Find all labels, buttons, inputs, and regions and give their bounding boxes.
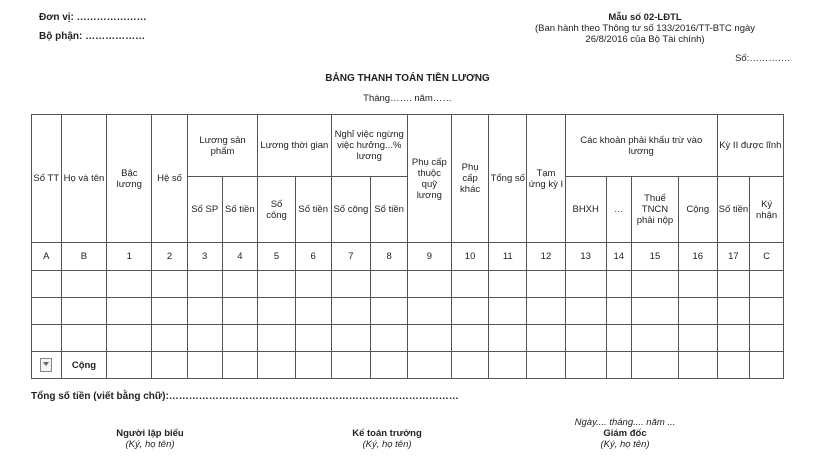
blank-cell[interactable] bbox=[451, 271, 489, 298]
col-luong-san-pham: Lương sản phẩm bbox=[187, 115, 257, 177]
blank-cell[interactable] bbox=[61, 271, 107, 298]
dropdown-icon[interactable] bbox=[40, 358, 52, 372]
col-so-tien-ky-ii: Số tiền bbox=[717, 177, 750, 243]
col-ho-ten: Họ và tên bbox=[61, 115, 107, 243]
form-issued-line-2: 26/8/2016 của Bộ Tài chính) bbox=[585, 34, 705, 45]
index-cell: 9 bbox=[407, 243, 451, 271]
index-cell: 17 bbox=[717, 243, 750, 271]
index-cell: 14 bbox=[606, 243, 631, 271]
blank-cell[interactable] bbox=[632, 271, 679, 298]
blank-cell[interactable] bbox=[750, 352, 784, 379]
blank-cell[interactable] bbox=[678, 352, 717, 379]
blank-cell[interactable] bbox=[222, 298, 258, 325]
blank-cell[interactable] bbox=[527, 325, 566, 352]
blank-cell[interactable] bbox=[527, 298, 566, 325]
blank-cell[interactable] bbox=[527, 352, 566, 379]
index-cell: 12 bbox=[527, 243, 566, 271]
index-cell: 15 bbox=[632, 243, 679, 271]
blank-cell[interactable] bbox=[632, 352, 679, 379]
blank-cell[interactable] bbox=[258, 298, 296, 325]
blank-cell[interactable] bbox=[489, 271, 527, 298]
col-tam-ung: Tạm ứng kỳ I bbox=[527, 115, 566, 243]
blank-cell[interactable] bbox=[187, 352, 222, 379]
blank-cell[interactable] bbox=[32, 325, 62, 352]
payroll-table bbox=[31, 114, 784, 379]
col-khau-tru: Các khoản phải khấu trừ vào lương bbox=[565, 115, 717, 177]
col-so-cong-tg: Số công bbox=[258, 177, 296, 243]
blank-cell[interactable] bbox=[107, 325, 152, 352]
blank-cell[interactable] bbox=[32, 271, 62, 298]
blank-cell[interactable] bbox=[407, 352, 451, 379]
blank-cell[interactable] bbox=[527, 271, 566, 298]
blank-cell[interactable] bbox=[750, 271, 784, 298]
col-so-sp: Số SP bbox=[187, 177, 222, 243]
col-cong-khau-tru: Cộng bbox=[678, 177, 717, 243]
sign-note: (Ký, họ tên) bbox=[362, 439, 412, 450]
bo-phan-label: Bộ phận: ……………… bbox=[39, 31, 146, 42]
blank-cell[interactable] bbox=[565, 325, 606, 352]
director-title: Giám đốc bbox=[603, 428, 647, 439]
blank-cell[interactable] bbox=[371, 298, 408, 325]
blank-cell[interactable] bbox=[606, 298, 631, 325]
blank-cell[interactable] bbox=[222, 352, 258, 379]
blank-cell[interactable] bbox=[750, 325, 784, 352]
blank-cell[interactable] bbox=[331, 325, 371, 352]
col-ky-ii: Kỳ II được lĩnh bbox=[717, 115, 783, 177]
blank-cell[interactable] bbox=[451, 352, 489, 379]
signature-preparer bbox=[60, 428, 240, 450]
blank-cell[interactable] bbox=[295, 298, 331, 325]
blank-cell[interactable] bbox=[152, 325, 188, 352]
sign-note: (Ký, họ tên) bbox=[125, 439, 175, 450]
blank-cell[interactable] bbox=[632, 325, 679, 352]
blank-cell[interactable] bbox=[331, 298, 371, 325]
blank-cell[interactable] bbox=[407, 325, 451, 352]
blank-cell[interactable] bbox=[632, 298, 679, 325]
col-luong-thoi-gian: Lương thời gian bbox=[258, 115, 331, 177]
index-cell: 10 bbox=[451, 243, 489, 271]
blank-cell[interactable] bbox=[222, 325, 258, 352]
total-row bbox=[32, 352, 784, 379]
blank-cell[interactable] bbox=[606, 352, 631, 379]
header-row-1 bbox=[32, 115, 784, 177]
index-cell: 3 bbox=[187, 243, 222, 271]
index-cell: 7 bbox=[331, 243, 371, 271]
index-cell: 2 bbox=[152, 243, 188, 271]
index-cell: 1 bbox=[107, 243, 152, 271]
index-row bbox=[32, 243, 784, 271]
col-phu-cap-khac: Phụ cấp khác bbox=[451, 115, 489, 243]
document-number: Số:…………. bbox=[735, 53, 790, 64]
col-he-so: Hệ số bbox=[152, 115, 188, 243]
blank-cell[interactable] bbox=[717, 298, 750, 325]
blank-cell[interactable] bbox=[331, 271, 371, 298]
signature-director bbox=[535, 428, 715, 450]
blank-cell[interactable] bbox=[371, 352, 408, 379]
index-cell: B bbox=[61, 243, 107, 271]
blank-cell[interactable] bbox=[717, 352, 750, 379]
blank-cell[interactable] bbox=[451, 325, 489, 352]
blank-cell[interactable] bbox=[61, 298, 107, 325]
col-so-tien-sp: Số tiền bbox=[222, 177, 258, 243]
blank-cell[interactable] bbox=[107, 298, 152, 325]
blank-cell[interactable] bbox=[152, 298, 188, 325]
index-cell: 8 bbox=[371, 243, 408, 271]
index-cell: 6 bbox=[295, 243, 331, 271]
blank-cell[interactable] bbox=[717, 325, 750, 352]
col-ellipsis: … bbox=[606, 177, 631, 243]
col-tong-so: Tổng số bbox=[489, 115, 527, 243]
blank-cell[interactable] bbox=[107, 271, 152, 298]
signature-accountant bbox=[297, 428, 477, 450]
blank-cell[interactable] bbox=[489, 325, 527, 352]
col-ky-nhan: Ký nhận bbox=[750, 177, 784, 243]
blank-cell[interactable] bbox=[222, 271, 258, 298]
blank-cell[interactable] bbox=[565, 298, 606, 325]
blank-cell[interactable] bbox=[678, 271, 717, 298]
form-info bbox=[520, 12, 770, 45]
col-thue-tncn: Thuế TNCN phải nộp bbox=[632, 177, 679, 243]
don-vi-label: Đơn vị: ………………… bbox=[39, 12, 147, 23]
table-row bbox=[32, 325, 784, 352]
blank-cell[interactable] bbox=[371, 271, 408, 298]
total-in-words: Tổng số tiền (viết bằng chữ):…………………………………………………………………………… bbox=[31, 391, 459, 402]
blank-cell[interactable] bbox=[451, 298, 489, 325]
blank-cell[interactable] bbox=[371, 325, 408, 352]
blank-cell[interactable] bbox=[407, 298, 451, 325]
blank-cell[interactable] bbox=[407, 271, 451, 298]
blank-cell[interactable] bbox=[295, 325, 331, 352]
col-bhxh: BHXH bbox=[565, 177, 606, 243]
col-so-tien-nghi: Số tiền bbox=[371, 177, 408, 243]
blank-cell[interactable] bbox=[606, 271, 631, 298]
col-bac-luong: Bậc lương bbox=[107, 115, 152, 243]
blank-cell[interactable] bbox=[187, 325, 222, 352]
blank-cell[interactable] bbox=[258, 325, 296, 352]
index-cell: 4 bbox=[222, 243, 258, 271]
blank-cell[interactable] bbox=[565, 271, 606, 298]
index-cell: 13 bbox=[565, 243, 606, 271]
blank-cell[interactable] bbox=[717, 271, 750, 298]
blank-cell[interactable] bbox=[678, 325, 717, 352]
index-cell: C bbox=[750, 243, 784, 271]
blank-cell[interactable] bbox=[750, 298, 784, 325]
blank-cell[interactable] bbox=[295, 271, 331, 298]
date-line: Ngày.... tháng.... năm ... bbox=[574, 417, 676, 428]
page-title: BẢNG THANH TOÁN TIỀN LƯƠNG bbox=[325, 73, 490, 84]
col-so-cong-nghi: Số công bbox=[331, 177, 371, 243]
total-stt-cell bbox=[32, 352, 62, 379]
table-row bbox=[32, 271, 784, 298]
blank-cell[interactable] bbox=[107, 352, 152, 379]
blank-cell[interactable] bbox=[295, 352, 331, 379]
blank-cell[interactable] bbox=[152, 352, 188, 379]
blank-cell[interactable] bbox=[489, 298, 527, 325]
form-number: Mẫu số 02-LĐTL bbox=[608, 12, 682, 23]
form-issued-line-1: (Ban hành theo Thông tư số 133/2016/TT-BTC ngày bbox=[534, 23, 756, 34]
index-cell: 5 bbox=[258, 243, 296, 271]
col-nghi-viec: Nghỉ việc ngừng việc hưởng...% lương bbox=[331, 115, 407, 177]
blank-cell[interactable] bbox=[258, 352, 296, 379]
blank-cell[interactable] bbox=[152, 271, 188, 298]
table-row bbox=[32, 298, 784, 325]
blank-cell[interactable] bbox=[331, 352, 371, 379]
blank-cell[interactable] bbox=[678, 298, 717, 325]
blank-cell[interactable] bbox=[32, 298, 62, 325]
col-stt: Số TT bbox=[32, 115, 62, 243]
preparer-title: Người lập biểu bbox=[116, 428, 184, 439]
blank-cell[interactable] bbox=[565, 352, 606, 379]
col-so-tien-tg: Số tiền bbox=[295, 177, 331, 243]
month-year-line: Tháng……. năm…… bbox=[363, 93, 452, 104]
col-phu-cap-quy-luong: Phụ cấp thuộc quỹ lương bbox=[407, 115, 451, 243]
blank-cell[interactable] bbox=[61, 325, 107, 352]
index-cell: A bbox=[32, 243, 62, 271]
index-cell: 16 bbox=[678, 243, 717, 271]
total-label: Cộng bbox=[61, 352, 107, 379]
accountant-title: Kế toán trưởng bbox=[352, 428, 422, 439]
blank-cell[interactable] bbox=[187, 271, 222, 298]
blank-cell[interactable] bbox=[258, 271, 296, 298]
sign-note: (Ký, họ tên) bbox=[600, 439, 650, 450]
blank-cell[interactable] bbox=[606, 325, 631, 352]
blank-cell[interactable] bbox=[187, 298, 222, 325]
index-cell: 11 bbox=[489, 243, 527, 271]
blank-cell[interactable] bbox=[489, 352, 527, 379]
